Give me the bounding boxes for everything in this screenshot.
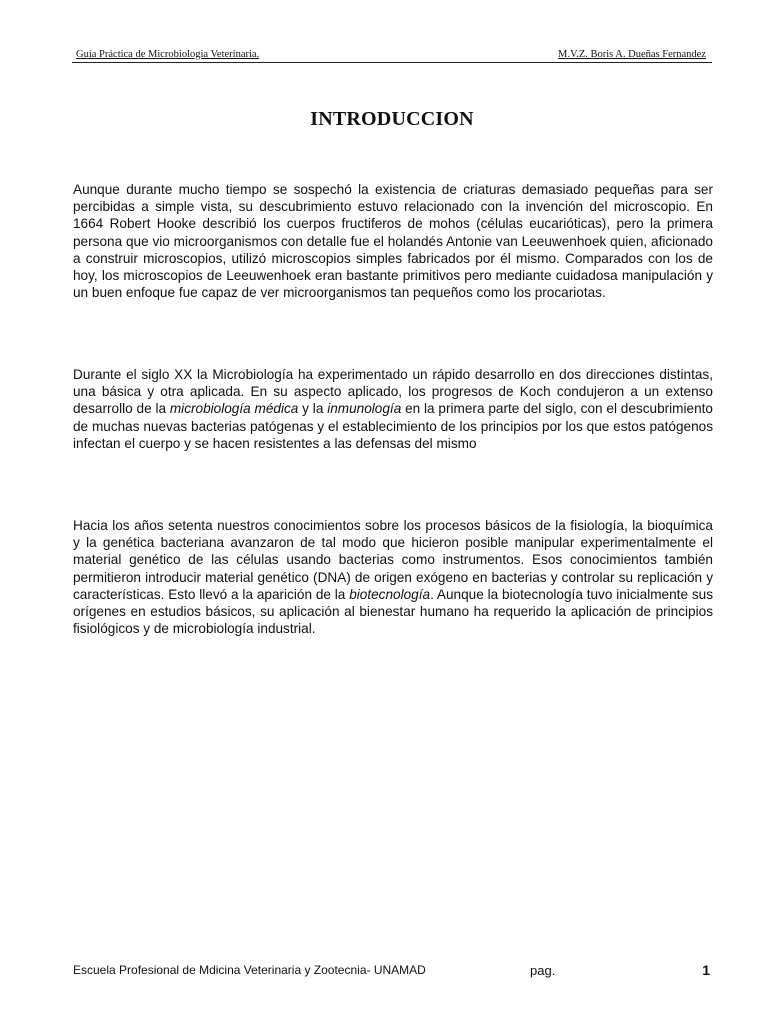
- paragraph-3-text-1: Hacia los años setenta nuestros conocimientos sobre los procesos básicos de la fisiología, la bioquímica y la genética bacteriana avanzaron de tal modo que hicieron posible manipular experimentalmente el material genético de las células usando bacterias como instrumentos. Esos conocimientos también permitieron introducir material genético (DNA) de origen exógeno en bacterias y controlar su replicación y características. Esto llevó a la aparición de la: [73, 518, 713, 602]
- paragraph-2-text-3: en la primera parte del siglo, con el descubrimiento de muchas nuevas bacterias patógenas y el establecimiento de los principios por los que estos patógenos infectan el cuerpo y se hacen resistentes a las defensas del mismo: [73, 401, 713, 451]
- term-biotecnologia: biotecnología: [349, 586, 431, 602]
- footer-school: Escuela Profesional de Mdicina Veterinaria y Zootecnia- UNAMAD: [73, 963, 426, 977]
- paragraph-3: [73, 517, 713, 637]
- footer-page-label: pag.: [530, 963, 556, 978]
- term-inmunologia: inmunología: [327, 401, 402, 417]
- header-author: M.V.Z. Boris A. Dueñas Fernandez: [558, 49, 706, 60]
- section-title: INTRODUCCION: [310, 108, 474, 130]
- page-header: [72, 48, 712, 63]
- paragraph-2: [73, 366, 713, 452]
- page-footer: [73, 963, 713, 981]
- footer-page-number: 1: [702, 962, 710, 978]
- term-microbiologia-medica: microbiología médica: [169, 401, 299, 417]
- paragraph-1: Aunque durante mucho tiempo se sospechó la existencia de criaturas demasiado pequeñas para ser percibidas a simple vista, su descubrimiento estuvo relacionado con la invención del microscopio. En 1664 Robert Hooke describió los cuerpos fructiferos de mohos (células eucarióticas), pero la primera persona que vio microorganismos con detalle fue el holandés Antonie van Leeuwenhoek quien, aficionado a construir microscopios, utilizó microscopios simples fabricados por él mismo. Comparados con los de hoy, los microscopios de Leeuwenhoek eran bastante primitivos pero mediante cuidadosa manipulación y un buen enfoque fue capaz de ver microorganismos tan pequeños como los procariotas.: [73, 182, 713, 301]
- paragraph-2-text-1: Durante el siglo XX la Microbiología ha experimentado un rápido desarrollo en dos direcciones distintas, una básica y otra aplicada. En su aspecto aplicado, los progresos de Koch condujeron a un extenso desarrollo de la: [73, 367, 713, 417]
- paragraph-3-text-2: . Aunque la biotecnología tuvo inicialmente sus orígenes en estudios básicos, su aplicación al bienestar humano ha requerido la aplicación de principios fisiológicos y de microbiología industrial.: [73, 586, 713, 637]
- paragraph-2-text-2: y la: [298, 401, 328, 417]
- header-course-title: Guía Práctica de Microbiologia Veterinaria.: [76, 49, 260, 60]
